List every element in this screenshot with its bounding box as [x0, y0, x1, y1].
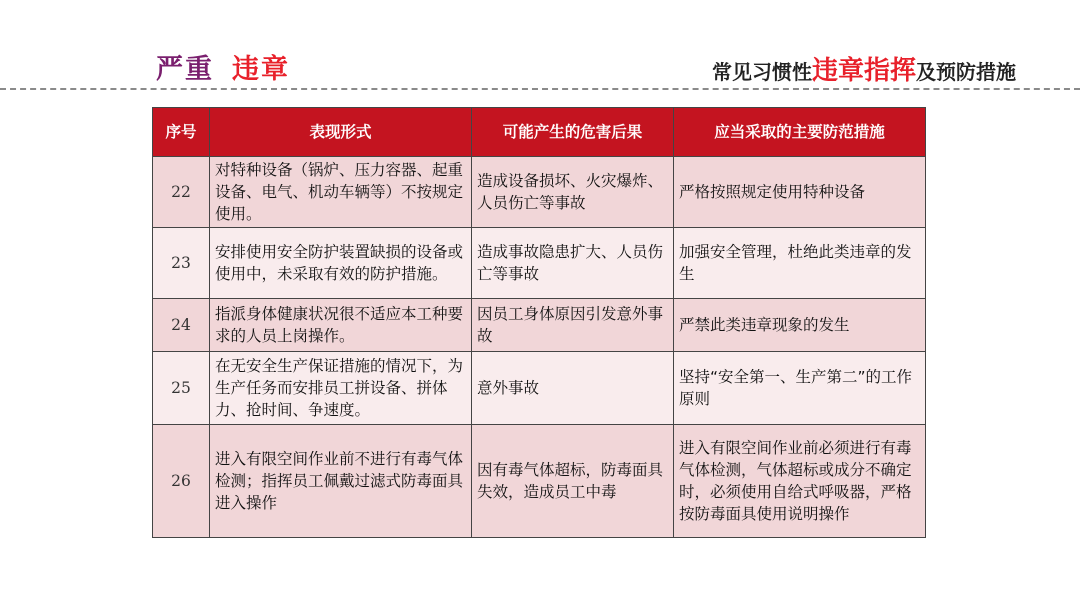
page-title-suffix: 及预防措施	[916, 60, 1016, 84]
table-row	[153, 425, 926, 538]
row-consequence: 造成设备损坏、火灾爆炸、人员伤亡等事故	[472, 157, 674, 228]
violations-table	[152, 107, 926, 538]
row-form: 安排使用安全防护装置缺损的设备或使用中，未采取有效的防护措施。	[210, 228, 472, 299]
header-num: 序号	[153, 108, 210, 157]
row-consequence: 因有毒气体超标，防毒面具失效，造成员工中毒	[472, 425, 674, 538]
table-row	[153, 352, 926, 425]
page-title-highlight: 违章指挥	[811, 56, 916, 86]
row-measure: 严禁此类违章现象的发生	[674, 299, 926, 352]
row-consequence: 造成事故隐患扩大、人员伤亡等事故	[472, 228, 674, 299]
section-title-part-1: 严重	[156, 54, 214, 85]
table-row	[153, 299, 926, 352]
row-number: 23	[153, 228, 210, 299]
table-row	[153, 157, 926, 228]
row-measure: 坚持“安全第一、生产第二”的工作原则	[674, 352, 926, 425]
row-measure: 加强安全管理，杜绝此类违章的发生	[674, 228, 926, 299]
row-form: 进入有限空间作业前不进行有毒气体检测；指挥员工佩戴过滤式防毒面具进入操作	[210, 425, 472, 538]
row-measure: 进入有限空间作业前必须进行有毒气体检测，气体超标或成分不确定时，必须使用自给式呼吸器，严格按防毒面具使用说明操作	[674, 425, 926, 538]
table-row	[153, 228, 926, 299]
section-title-part-2: 违章	[232, 54, 290, 85]
row-form: 在无安全生产保证措施的情况下，为生产任务而安排员工拼设备、拼体力、抢时间、争速度。	[210, 352, 472, 425]
table-header-row	[153, 108, 926, 157]
row-consequence: 因员工身体原因引发意外事故	[472, 299, 674, 352]
row-consequence: 意外事故	[472, 352, 674, 425]
header-divider	[0, 88, 1080, 90]
row-form: 对特种设备（锅炉、压力容器、起重设备、电气、机动车辆等）不按规定使用。	[210, 157, 472, 228]
row-number: 25	[153, 352, 210, 425]
page-title-prefix: 常见习惯性	[711, 60, 812, 84]
row-number: 22	[153, 157, 210, 228]
row-form: 指派身体健康状况很不适应本工种要求的人员上岗操作。	[210, 299, 472, 352]
page-title	[712, 50, 1016, 87]
header-measure: 应当采取的主要防范措施	[674, 108, 926, 157]
section-title	[156, 47, 290, 86]
row-number: 26	[153, 425, 210, 538]
row-measure: 严格按照规定使用特种设备	[674, 157, 926, 228]
header-consequence: 可能产生的危害后果	[472, 108, 674, 157]
header-form: 表现形式	[210, 108, 472, 157]
row-number: 24	[153, 299, 210, 352]
